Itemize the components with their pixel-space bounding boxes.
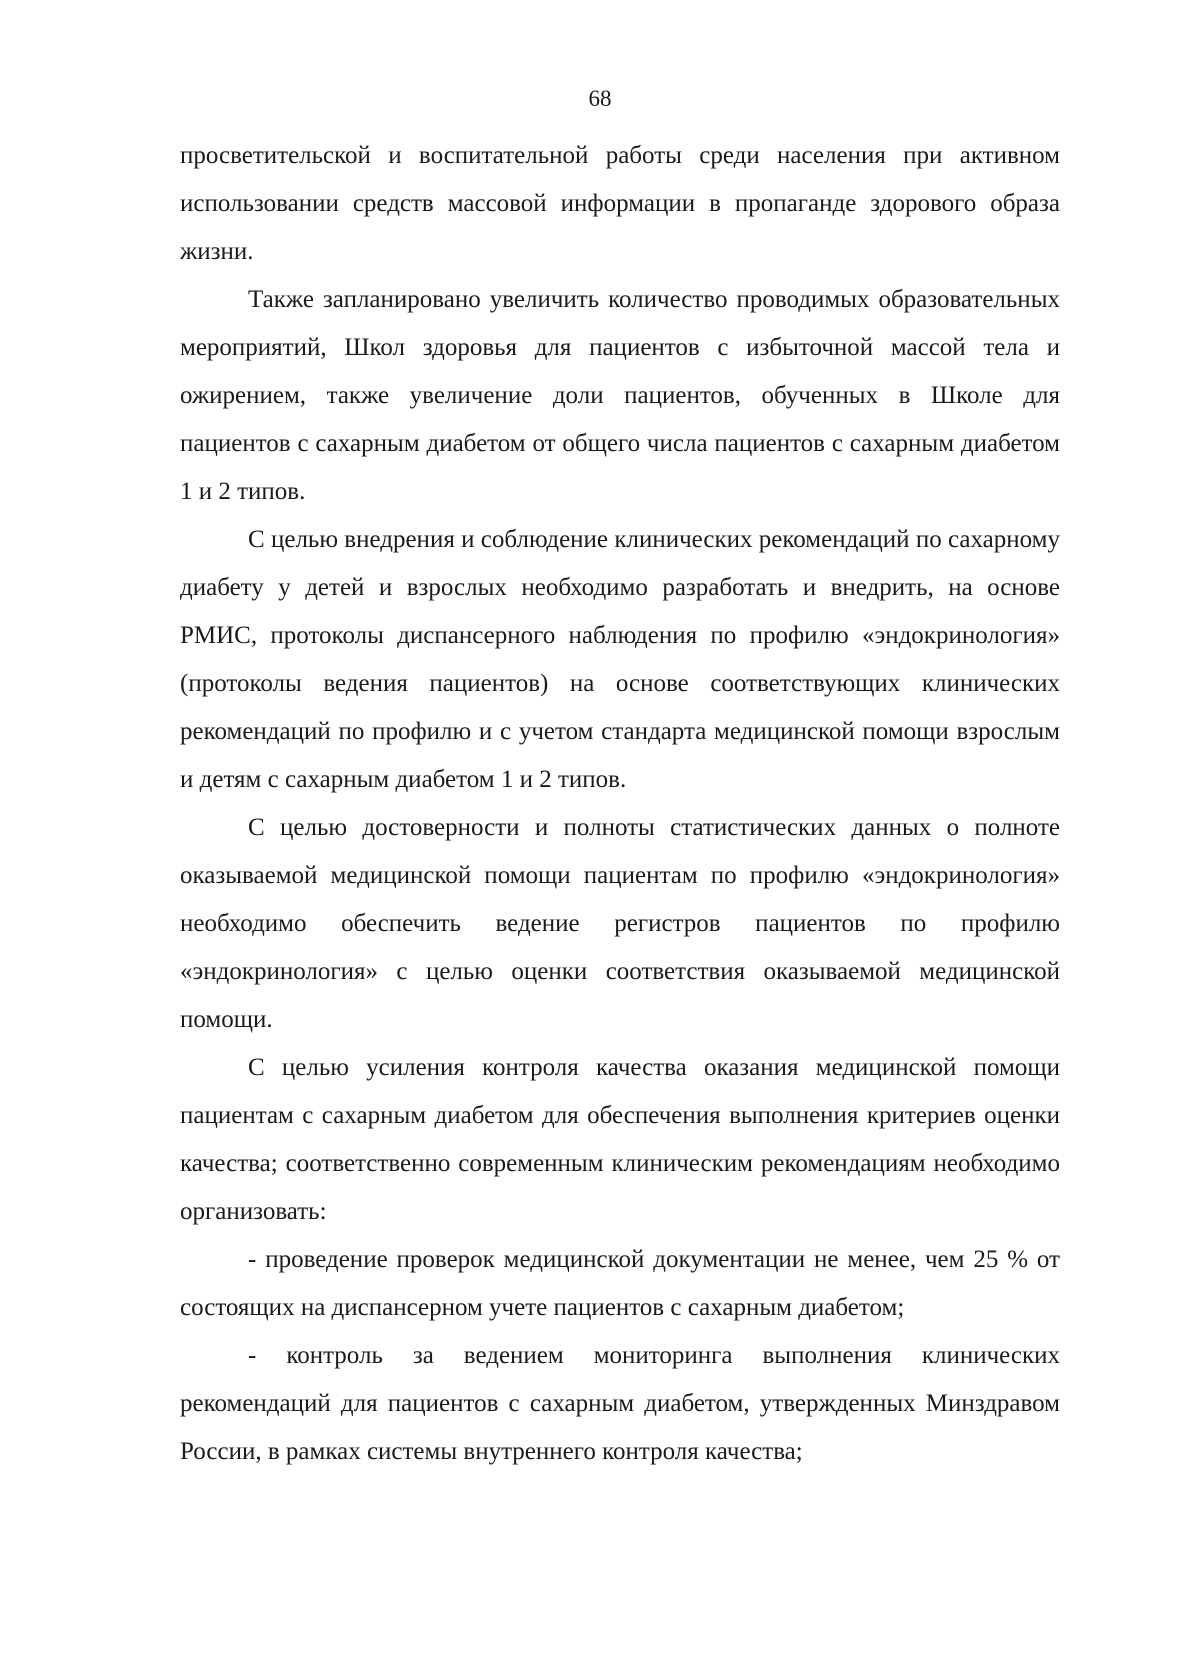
paragraph-4: С целью достоверности и полноты статистических данных о полноте оказываемой медицинской помощи пациентам по профилю «эндокринология» необходимо обеспечить ведение регистров пациентов по профилю «эндокринология» с целью оценки соответствия оказываемой медицинской помощи.	[180, 814, 1060, 1033]
paragraph-3: С целью внедрения и соблюдение клинических рекомендаций по сахарному диабету у детей и взрослых необходимо разработать и внедрить, на основе РМИС, протоколы диспансерного наблюдения по профилю «эндокринология» (протоколы ведения пациентов) на основе соответствующих клинических рекомендаций по профилю и с учетом стандарта медицинской помощи взрослым и детям с сахарным диабетом 1 и 2 типов.	[180, 526, 1060, 793]
paragraph-1: просветительской и воспитательной работы среди населения при активном использовании средств массовой информации в пропаганде здорового образа жизни.	[180, 142, 1060, 265]
list-item-monitoring-control: - контроль за ведением мониторинга выполнения клинических рекомендаций для пациентов с сахарным диабетом, утвержденных Минздравом России, в рамках системы внутреннего контроля качества;	[180, 1342, 1060, 1465]
paragraph-2: Также запланировано увеличить количество проводимых образовательных мероприятий, Школ здоровья для пациентов с избыточной массой тела и ожирением, также увеличение доли пациентов, обученных в Школе для пациентов с сахарным диабетом от общего числа пациентов с сахарным диабетом 1 и 2 типов.	[180, 286, 1060, 505]
paragraph-5: С целью усиления контроля качества оказания медицинской помощи пациентам с сахарным диабетом для обеспечения выполнения критериев оценки качества; соответственно современным клиническим рекомендациям необходимо организовать:	[180, 1054, 1060, 1225]
body-text	[180, 132, 1060, 1476]
list-item-document-checks: - проведение проверок медицинской документации не менее, чем 25 % от состоящих на диспансерном учете пациентов с сахарным диабетом;	[180, 1246, 1060, 1321]
page-number: 68	[588, 86, 612, 111]
